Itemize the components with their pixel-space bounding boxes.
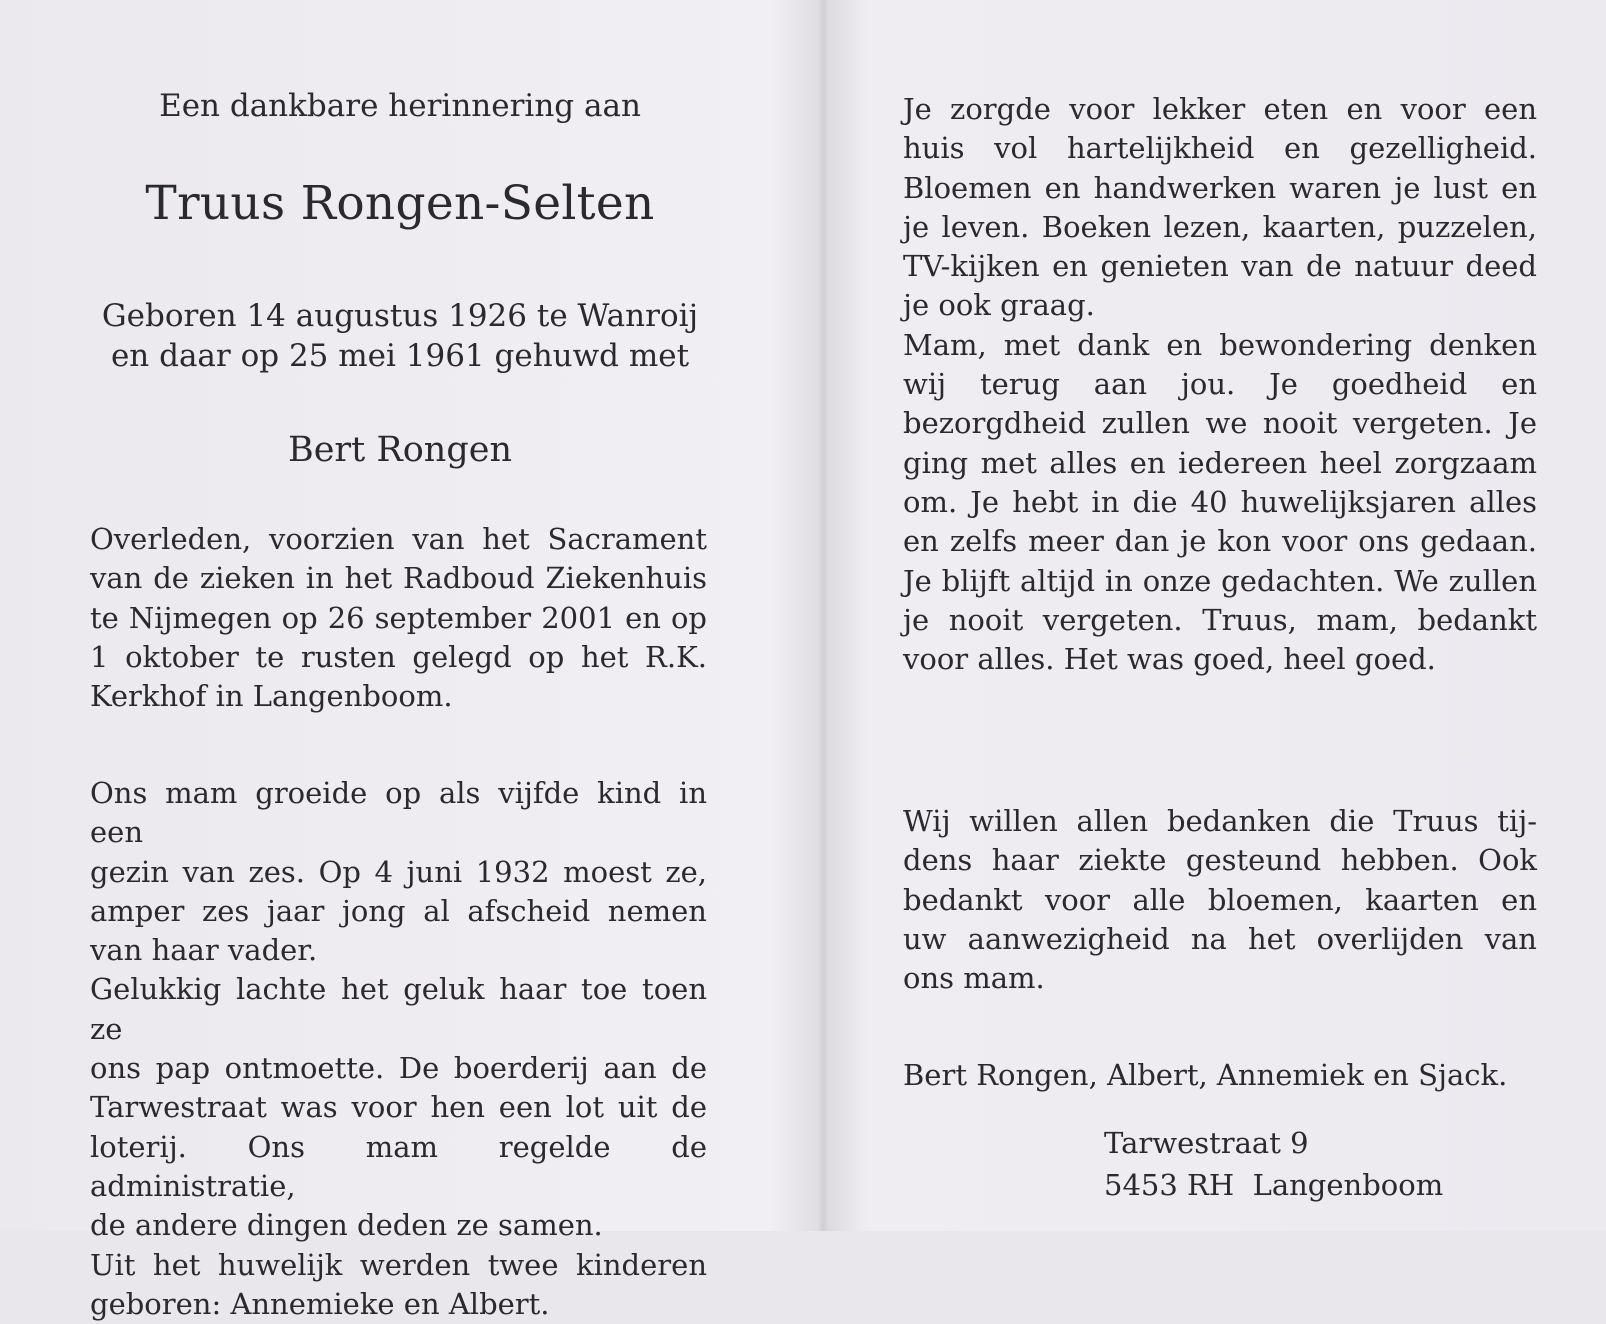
birth-marriage-text bbox=[0, 296, 800, 376]
text-line: van de zieken in het Radboud Ziekenhuis bbox=[90, 561, 707, 596]
born-line: en daar op 25 mei 1961 gehuwd met bbox=[110, 338, 690, 374]
text-line: ons mam. bbox=[903, 961, 1045, 996]
text-line: Mam, met dank en bewondering denken bbox=[903, 327, 1537, 362]
text-line: wij terug aan jou. Je goedheid en bbox=[903, 367, 1537, 402]
text-line: de andere dingen deden ze samen. bbox=[90, 1208, 603, 1243]
text-line: Uit het huwelijk werden twee kinderen bbox=[90, 1247, 707, 1282]
text-line: Kerkhof in Langenboom. bbox=[90, 679, 453, 714]
text-line: ging met alles en iedereen heel zorgzaam bbox=[903, 445, 1537, 480]
text-line: huis vol hartelijkheid en gezelligheid. bbox=[903, 131, 1537, 166]
text-line: je ook graag. bbox=[903, 288, 1095, 323]
tribute-paragraph bbox=[903, 90, 1537, 679]
spouse-name: Bert Rongen bbox=[288, 430, 512, 470]
address-city: 5453 RH Langenboom bbox=[1104, 1168, 1444, 1202]
intro-text: Een dankbare herinnering aan bbox=[159, 88, 641, 124]
text-line: Tarwestraat was voor hen een lot uit de bbox=[90, 1090, 707, 1125]
text-line: bedankt voor alle bloemen, kaarten en bbox=[903, 882, 1537, 917]
text-line: loterij. Ons mam regelde de administratie, bbox=[90, 1129, 707, 1203]
text-line: van haar vader. bbox=[90, 933, 318, 968]
text-line: dens haar ziekte gesteund hebben. Ook bbox=[903, 843, 1537, 878]
text-line: voor alles. Het was goed, heel goed. bbox=[903, 642, 1436, 677]
text-line: Je zorgde voor lekker eten en voor een bbox=[903, 92, 1537, 126]
text-line: en zelfs meer dan je kon voor ons gedaan. bbox=[903, 524, 1537, 559]
life-paragraph bbox=[90, 774, 707, 1324]
text-line: bezorgdheid zullen we nooit vergeten. Je bbox=[903, 406, 1537, 441]
death-paragraph bbox=[90, 520, 707, 716]
text-line: Gelukkig lachte het geluk haar toe toen ze bbox=[90, 972, 707, 1046]
text-line: geboren: Annemieke en Albert. bbox=[90, 1286, 550, 1321]
text-line: Bloemen en handwerken waren je lust en bbox=[903, 170, 1537, 205]
text-line: Je blijft altijd in onze gedachten. We zullen bbox=[903, 563, 1537, 598]
text-line: je leven. Boeken lezen, kaarten, puzzelen, bbox=[903, 209, 1537, 244]
address-street: Tarwestraat 9 bbox=[1104, 1126, 1309, 1160]
text-line: Overleden, voorzien van het Sacrament bbox=[90, 522, 707, 556]
thanks-paragraph bbox=[903, 802, 1537, 998]
family-signature: Bert Rongen, Albert, Annemiek en Sjack. bbox=[903, 1058, 1508, 1092]
text-line: TV-kijken en genieten van de natuur deed bbox=[903, 249, 1537, 284]
right-page bbox=[826, 0, 1606, 1231]
text-line: amper zes jaar jong al afscheid nemen bbox=[90, 893, 707, 928]
text-line: te Nijmegen op 26 september 2001 en op bbox=[90, 600, 707, 635]
deceased-name: Truus Rongen-Selten bbox=[145, 176, 655, 231]
text-line: je nooit vergeten. Truus, mam, bedankt bbox=[903, 602, 1537, 637]
text-line: Ons mam groeide op als vijfde kind in een bbox=[90, 776, 707, 850]
text-line: om. Je hebt in die 40 huwelijksjaren alles bbox=[903, 484, 1537, 519]
text-line: Wij willen allen bedanken die Truus tij- bbox=[903, 804, 1537, 838]
address-block bbox=[1104, 1122, 1443, 1206]
born-line: Geboren 14 augustus 1926 te Wanroij bbox=[101, 298, 699, 334]
text-line: 1 oktober te rusten gelegd op het R.K. bbox=[90, 639, 707, 674]
text-line: uw aanwezigheid na het overlijden van bbox=[903, 921, 1537, 956]
text-line: gezin van zes. Op 4 juni 1932 moest ze, bbox=[90, 854, 707, 889]
text-line: ons pap ontmoette. De boerderij aan de bbox=[90, 1051, 707, 1086]
